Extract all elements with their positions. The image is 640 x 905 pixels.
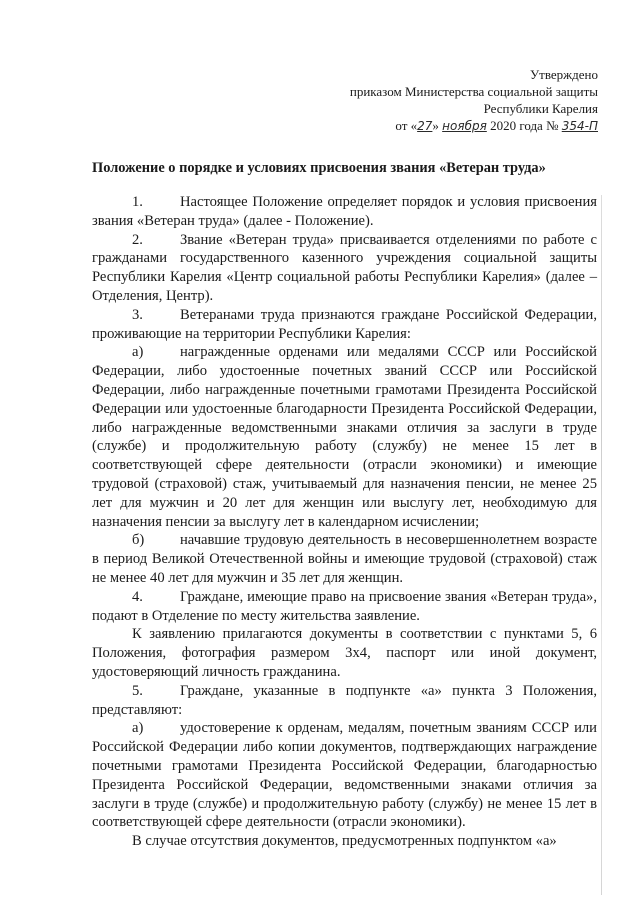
subparagraph-letter: а) — [132, 344, 144, 361]
paragraph-text: награжденные орденами или медалями СССР или Российской Федерации, либо удостоенные почетных званий СССР или Российской Федерации, либо награжденные почетными грамотами Президента Российской Федерации или удостоенные благодарности Президента Российской Федерации, либо награжденные ведомственными знаками отличия за заслуги в труде (службе) и продолжительную работу (службу) не менее 15 лет в соответствующей сфере деятельности (отрасли экономики) и имеющие трудовой (страховой) стаж, учитываемый для назначения пенсии, не менее 25 лет для мужчин и 20 лет для женщин или выслугу лет, необходимую для назначения пенсии за выслугу лет в календарном исчислении; — [92, 344, 597, 530]
paragraph-number: 2. — [132, 231, 143, 248]
paragraph-3 — [92, 306, 597, 344]
paragraph-5 — [92, 682, 597, 720]
approval-republic-line: Республики Карелия — [483, 101, 598, 116]
handwritten-month: ноября — [442, 119, 487, 133]
paragraph-number: 5. — [132, 682, 143, 699]
paragraph-1 — [92, 193, 597, 231]
subparagraph-letter: б) — [132, 532, 145, 549]
paragraph-number: 3. — [132, 306, 143, 323]
paragraph-text: Ветеранами труда признаются граждане Российской Федерации, проживающие на территории Республики Карелия: — [92, 306, 597, 342]
paragraph-number: 4. — [132, 588, 143, 605]
date-mid: » — [432, 118, 439, 133]
approval-block — [350, 66, 598, 135]
document-body — [92, 193, 597, 851]
paragraph-text: Звание «Ветеран труда» присваивается отделениями по работе с гражданами государственного казенного учреждения социальной защиты Республики Карелия «Центр социальной работы Республики Карелия» (далее – Отделения, Центр). — [92, 231, 597, 304]
paragraph-number: 1. — [132, 194, 143, 210]
date-year: 2020 года № — [490, 118, 559, 133]
handwritten-number: 354-П — [561, 119, 598, 133]
handwritten-day: 27 — [417, 119, 433, 133]
paragraph-4 — [92, 588, 597, 626]
date-prefix: от « — [395, 118, 418, 133]
subparagraph-letter: а) — [132, 720, 144, 737]
paragraph-text: Граждане, указанные в подпункте «а» пункта 3 Положения, представляют: — [92, 682, 597, 718]
paragraph-3b — [92, 531, 597, 587]
paragraph-text: Настоящее Положение определяет порядок и условия присвоения звания «Ветеран труда» (далее - Положение). — [92, 194, 597, 229]
paragraph-text: Граждане, имеющие право на присвоение звания «Ветеран труда», подают в Отделение по месту жительства заявление. — [92, 588, 597, 624]
approval-order-line: приказом Министерства социальной защиты — [349, 84, 598, 99]
paragraph-4-attachments: К заявлению прилагаются документы в соответствии с пунктами 5, 6 Положения, фотография размером 3х4, паспорт или иной документ, удостоверяющий личность гражданина. — [92, 626, 597, 680]
paragraph-3a — [92, 343, 597, 531]
scan-edge-line — [601, 195, 602, 895]
approval-date-line — [350, 117, 598, 135]
paragraph-text: удостоверение к орденам, медалям, почетным званиям СССР или Российской Федерации либо копии документов, подтверждающих награждение почетными грамотами Президента Российской Федерации, благодарностью Президента Российской Федерации, ведомственными знаками отличия за заслуги в труде (службе) и продолжительную работу (службу) не менее 15 лет в соответствующей сфере деятельности (отрасли экономики). — [92, 720, 597, 831]
paragraph-text: начавшие трудовую деятельность в несовершеннолетнем возрасте в период Великой Отечественной войны и имеющие трудовой (страховой) стаж не менее 40 лет для мужчин и 35 лет для женщин. — [92, 532, 597, 586]
approval-approved-label: Утверждено — [529, 67, 598, 82]
paragraph-5-absence: В случае отсутствия документов, предусмотренных подпунктом «а» — [132, 833, 557, 850]
paragraph-2 — [92, 231, 597, 306]
document-title: Положение о порядке и условиях присвоения звания «Ветеран труда» — [92, 160, 546, 176]
paragraph-5a — [92, 719, 597, 832]
